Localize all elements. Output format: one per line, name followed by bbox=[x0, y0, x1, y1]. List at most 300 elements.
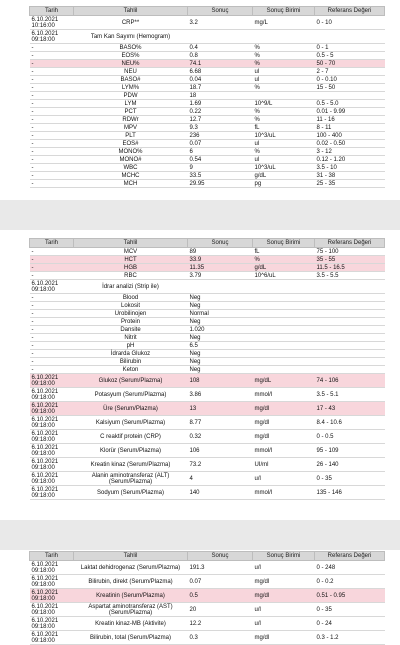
cell-date: 6.10.2021 09:18:00 bbox=[30, 603, 74, 617]
table-row bbox=[30, 116, 385, 124]
cell-reference: 0 - 0.10 bbox=[315, 76, 385, 84]
cell-test: Potasyum (Serum/Plazma) bbox=[74, 388, 188, 402]
cell-date: - bbox=[30, 124, 74, 132]
cell-reference: 0 - 35 bbox=[315, 603, 385, 617]
cell-unit bbox=[253, 334, 315, 342]
cell-date: - bbox=[30, 68, 74, 76]
table-header bbox=[30, 239, 385, 248]
cell-date: - bbox=[30, 100, 74, 108]
cell-test: LYM% bbox=[74, 84, 188, 92]
cell-result: 29.95 bbox=[188, 180, 253, 188]
table-row bbox=[30, 60, 385, 68]
table-row bbox=[30, 342, 385, 350]
cell-test: LYM bbox=[74, 100, 188, 108]
cell-date: - bbox=[30, 156, 74, 164]
cell-date: - bbox=[30, 318, 74, 326]
cell-unit: % bbox=[253, 148, 315, 156]
table-row bbox=[30, 148, 385, 156]
page-gap bbox=[0, 200, 400, 230]
cell-date: 6.10.2021 09:18:00 bbox=[30, 388, 74, 402]
cell-unit: mg/dl bbox=[253, 589, 315, 603]
cell-test: RDWr bbox=[74, 116, 188, 124]
cell-result: 12.7 bbox=[188, 116, 253, 124]
cell-reference: 25 - 35 bbox=[315, 180, 385, 188]
report-page-3 bbox=[0, 550, 400, 644]
table-row bbox=[30, 310, 385, 318]
cell-reference: 3.5 - 10 bbox=[315, 164, 385, 172]
table-row bbox=[30, 350, 385, 358]
cell-test: Tam Kan Sayımı (Hemogram) bbox=[74, 30, 188, 44]
cell-result: 0.04 bbox=[188, 76, 253, 84]
table-row bbox=[30, 430, 385, 444]
cell-unit: % bbox=[253, 256, 315, 264]
cell-test: Bilirubin, direkt (Serum/Plazma) bbox=[74, 575, 188, 589]
cell-reference: 0 - 10 bbox=[315, 16, 385, 30]
results-table-3 bbox=[29, 551, 385, 645]
table-row bbox=[30, 374, 385, 388]
cell-reference: 0 - 0.2 bbox=[315, 575, 385, 589]
cell-test: EOS% bbox=[74, 52, 188, 60]
table-row bbox=[30, 334, 385, 342]
cell-result: 0.07 bbox=[188, 140, 253, 148]
cell-test: Kreatinin (Serum/Plazma) bbox=[74, 589, 188, 603]
cell-unit bbox=[253, 350, 315, 358]
cell-reference bbox=[315, 358, 385, 366]
cell-reference: 8 - 11 bbox=[315, 124, 385, 132]
cell-reference: 50 - 70 bbox=[315, 60, 385, 68]
cell-reference: 17 - 43 bbox=[315, 402, 385, 416]
cell-result: 9 bbox=[188, 164, 253, 172]
cell-date: 6.10.2021 09:18:00 bbox=[30, 416, 74, 430]
cell-result: 89 bbox=[188, 248, 253, 256]
cell-date: - bbox=[30, 116, 74, 124]
cell-reference: 11 - 16 bbox=[315, 116, 385, 124]
cell-test: RBC bbox=[74, 272, 188, 280]
table-row bbox=[30, 140, 385, 148]
table-row bbox=[30, 561, 385, 575]
cell-unit bbox=[253, 294, 315, 302]
cell-unit: mmol/l bbox=[253, 388, 315, 402]
cell-reference: 3 - 12 bbox=[315, 148, 385, 156]
col-test: Tahlil bbox=[74, 239, 188, 248]
cell-result: 108 bbox=[188, 374, 253, 388]
cell-reference: 74 - 106 bbox=[315, 374, 385, 388]
cell-date: - bbox=[30, 164, 74, 172]
cell-test: MCV bbox=[74, 248, 188, 256]
cell-test: Alanin aminotransferaz (ALT) (Serum/Plazma) bbox=[74, 472, 188, 486]
report-page-2 bbox=[0, 230, 400, 520]
cell-reference: 0 - 35 bbox=[315, 472, 385, 486]
table-row bbox=[30, 575, 385, 589]
col-date: Tarih bbox=[30, 7, 74, 16]
table-row bbox=[30, 388, 385, 402]
cell-reference: 8.4 - 10.6 bbox=[315, 416, 385, 430]
table-row bbox=[30, 589, 385, 603]
cell-date: - bbox=[30, 248, 74, 256]
cell-unit bbox=[253, 326, 315, 334]
cell-test: Kalsiyum (Serum/Plazma) bbox=[74, 416, 188, 430]
cell-unit: fL bbox=[253, 248, 315, 256]
table-header bbox=[30, 552, 385, 561]
cell-result: 0.5 bbox=[188, 589, 253, 603]
table-row bbox=[30, 486, 385, 500]
cell-test: MCHC bbox=[74, 172, 188, 180]
cell-test: Üre (Serum/Plazma) bbox=[74, 402, 188, 416]
cell-reference bbox=[315, 310, 385, 318]
cell-reference: 3.5 - 5.1 bbox=[315, 388, 385, 402]
cell-date: 6.10.2021 09:18:00 bbox=[30, 472, 74, 486]
table-row bbox=[30, 68, 385, 76]
cell-test: C reaktif protein (CRP) bbox=[74, 430, 188, 444]
cell-test: Bilirubin bbox=[74, 358, 188, 366]
table-row bbox=[30, 294, 385, 302]
cell-reference: 35 - 55 bbox=[315, 256, 385, 264]
table-row bbox=[30, 631, 385, 645]
cell-date: - bbox=[30, 264, 74, 272]
cell-result: 236 bbox=[188, 132, 253, 140]
cell-test: Kreatin kinaz (Serum/Plazma) bbox=[74, 458, 188, 472]
cell-unit bbox=[253, 280, 315, 294]
cell-result: 11.35 bbox=[188, 264, 253, 272]
cell-unit: % bbox=[253, 44, 315, 52]
cell-unit bbox=[253, 302, 315, 310]
cell-test: Laktat dehidrogenaz (Serum/Plazma) bbox=[74, 561, 188, 575]
cell-reference bbox=[315, 350, 385, 358]
cell-result: 74.1 bbox=[188, 60, 253, 68]
cell-unit: g/dL bbox=[253, 264, 315, 272]
table-row bbox=[30, 108, 385, 116]
col-test: Tahlil bbox=[74, 552, 188, 561]
cell-result: Neg bbox=[188, 358, 253, 366]
col-unit: Sonuç Birimi bbox=[253, 239, 315, 248]
cell-unit: u/l bbox=[253, 561, 315, 575]
cell-date: - bbox=[30, 140, 74, 148]
cell-unit: u/l bbox=[253, 603, 315, 617]
cell-result: 0.8 bbox=[188, 52, 253, 60]
cell-reference: 15 - 50 bbox=[315, 84, 385, 92]
cell-result: 3.86 bbox=[188, 388, 253, 402]
cell-date: - bbox=[30, 148, 74, 156]
cell-date: 6.10.2021 09:18:00 bbox=[30, 30, 74, 44]
cell-result: 1.69 bbox=[188, 100, 253, 108]
cell-test: MONO# bbox=[74, 156, 188, 164]
cell-unit: mg/dl bbox=[253, 402, 315, 416]
col-unit: Sonuç Birimi bbox=[253, 552, 315, 561]
cell-reference: 0 - 0.5 bbox=[315, 430, 385, 444]
table-row bbox=[30, 156, 385, 164]
cell-date: 6.10.2021 09:18:00 bbox=[30, 561, 74, 575]
cell-date: - bbox=[30, 256, 74, 264]
cell-test: HGB bbox=[74, 264, 188, 272]
cell-date: - bbox=[30, 302, 74, 310]
cell-unit bbox=[253, 92, 315, 100]
cell-test: MONO% bbox=[74, 148, 188, 156]
cell-date: 6.10.2021 09:18:00 bbox=[30, 617, 74, 631]
cell-reference bbox=[315, 318, 385, 326]
cell-date: - bbox=[30, 294, 74, 302]
col-date: Tarih bbox=[30, 552, 74, 561]
cell-date: - bbox=[30, 44, 74, 52]
cell-reference: 0 - 248 bbox=[315, 561, 385, 575]
table-row bbox=[30, 30, 385, 44]
cell-test: Keton bbox=[74, 366, 188, 374]
cell-unit bbox=[253, 342, 315, 350]
table-row bbox=[30, 132, 385, 140]
cell-reference: 95 - 109 bbox=[315, 444, 385, 458]
cell-date: 6.10.2021 09:18:00 bbox=[30, 631, 74, 645]
cell-unit: u/l bbox=[253, 472, 315, 486]
cell-unit: ul bbox=[253, 76, 315, 84]
cell-unit: mg/dl bbox=[253, 631, 315, 645]
cell-date: 6.10.2021 09:18:00 bbox=[30, 458, 74, 472]
cell-result: Neg bbox=[188, 366, 253, 374]
cell-date: - bbox=[30, 92, 74, 100]
table-header bbox=[30, 7, 385, 16]
cell-result: 3.79 bbox=[188, 272, 253, 280]
cell-unit: g/dL bbox=[253, 172, 315, 180]
cell-reference: 0.5 - 5.0 bbox=[315, 100, 385, 108]
cell-test: HCT bbox=[74, 256, 188, 264]
cell-reference bbox=[315, 294, 385, 302]
cell-reference: 0 - 24 bbox=[315, 617, 385, 631]
cell-reference bbox=[315, 366, 385, 374]
cell-unit: mg/dl bbox=[253, 430, 315, 444]
table-row bbox=[30, 272, 385, 280]
col-reference: Referans Değeri bbox=[315, 239, 385, 248]
cell-unit: ul bbox=[253, 68, 315, 76]
cell-reference: 0.3 - 1.2 bbox=[315, 631, 385, 645]
cell-test: Klorür (Serum/Plazma) bbox=[74, 444, 188, 458]
cell-unit: % bbox=[253, 60, 315, 68]
cell-reference: 0.12 - 1.20 bbox=[315, 156, 385, 164]
cell-date: 6.10.2021 09:18:00 bbox=[30, 575, 74, 589]
table-row bbox=[30, 444, 385, 458]
cell-unit: ul bbox=[253, 140, 315, 148]
table-row bbox=[30, 256, 385, 264]
cell-test: Sodyum (Serum/Plazma) bbox=[74, 486, 188, 500]
col-result: Sonuç bbox=[188, 7, 253, 16]
cell-reference: 0.01 - 9.99 bbox=[315, 108, 385, 116]
table-row bbox=[30, 366, 385, 374]
cell-date: 6.10.2021 09:18:00 bbox=[30, 374, 74, 388]
table-row bbox=[30, 458, 385, 472]
cell-unit bbox=[253, 366, 315, 374]
col-result: Sonuç bbox=[188, 552, 253, 561]
cell-reference: 0.5 - 5 bbox=[315, 52, 385, 60]
cell-date: - bbox=[30, 342, 74, 350]
cell-result: 4 bbox=[188, 472, 253, 486]
col-test: Tahlil bbox=[74, 7, 188, 16]
cell-result: 8.77 bbox=[188, 416, 253, 430]
table-row bbox=[30, 358, 385, 366]
cell-result: 0.3 bbox=[188, 631, 253, 645]
table-row bbox=[30, 603, 385, 617]
cell-test: Bilirubin, total (Serum/Plazma) bbox=[74, 631, 188, 645]
cell-date: - bbox=[30, 76, 74, 84]
cell-date: - bbox=[30, 358, 74, 366]
cell-date: 6.10.2021 09:18:00 bbox=[30, 430, 74, 444]
table-row bbox=[30, 100, 385, 108]
cell-test: MPV bbox=[74, 124, 188, 132]
cell-test: PCT bbox=[74, 108, 188, 116]
cell-result: Neg bbox=[188, 334, 253, 342]
table-row bbox=[30, 248, 385, 256]
cell-reference: 11.5 - 16.5 bbox=[315, 264, 385, 272]
cell-date: - bbox=[30, 172, 74, 180]
cell-test: Lokosit bbox=[74, 302, 188, 310]
cell-result: 106 bbox=[188, 444, 253, 458]
table-row bbox=[30, 326, 385, 334]
cell-unit: % bbox=[253, 52, 315, 60]
cell-date: - bbox=[30, 326, 74, 334]
cell-test: Urobilinojen bbox=[74, 310, 188, 318]
cell-test: PLT bbox=[74, 132, 188, 140]
cell-result: 18 bbox=[188, 92, 253, 100]
cell-date: 6.10.2021 10:16:00 bbox=[30, 16, 74, 30]
table-row bbox=[30, 617, 385, 631]
cell-reference bbox=[315, 334, 385, 342]
cell-reference bbox=[315, 342, 385, 350]
cell-test: Nitrit bbox=[74, 334, 188, 342]
table-row bbox=[30, 52, 385, 60]
cell-test: Protein bbox=[74, 318, 188, 326]
cell-unit: UI/ml bbox=[253, 458, 315, 472]
cell-result: Neg bbox=[188, 294, 253, 302]
cell-test: WBC bbox=[74, 164, 188, 172]
cell-date: 6.10.2021 09:18:00 bbox=[30, 486, 74, 500]
cell-reference: 135 - 146 bbox=[315, 486, 385, 500]
cell-test: MCH bbox=[74, 180, 188, 188]
table-row bbox=[30, 472, 385, 486]
cell-test: CRP** bbox=[74, 16, 188, 30]
table-row bbox=[30, 318, 385, 326]
cell-unit: 10^6/uL bbox=[253, 272, 315, 280]
cell-result: 0.32 bbox=[188, 430, 253, 444]
cell-result: 33.5 bbox=[188, 172, 253, 180]
cell-test: BASO% bbox=[74, 44, 188, 52]
cell-result bbox=[188, 280, 253, 294]
cell-date: 6.10.2021 09:18:00 bbox=[30, 589, 74, 603]
cell-unit: mg/L bbox=[253, 16, 315, 30]
cell-result: 18.7 bbox=[188, 84, 253, 92]
cell-reference: 75 - 100 bbox=[315, 248, 385, 256]
cell-reference bbox=[315, 280, 385, 294]
cell-unit bbox=[253, 310, 315, 318]
cell-date: - bbox=[30, 52, 74, 60]
cell-test: NEU% bbox=[74, 60, 188, 68]
table-row bbox=[30, 416, 385, 430]
cell-result: 33.9 bbox=[188, 256, 253, 264]
cell-unit: mg/dL bbox=[253, 374, 315, 388]
cell-unit: 10^3/uL bbox=[253, 132, 315, 140]
cell-date: - bbox=[30, 272, 74, 280]
cell-test: Dansite bbox=[74, 326, 188, 334]
cell-unit: pg bbox=[253, 180, 315, 188]
cell-result: 9.3 bbox=[188, 124, 253, 132]
cell-result: Normal bbox=[188, 310, 253, 318]
cell-test: İdrar analizi (Strip ile) bbox=[74, 280, 188, 294]
cell-result: Neg bbox=[188, 302, 253, 310]
cell-unit: % bbox=[253, 108, 315, 116]
table-row bbox=[30, 164, 385, 172]
page-gap bbox=[0, 520, 400, 550]
cell-unit: u/l bbox=[253, 617, 315, 631]
cell-reference bbox=[315, 302, 385, 310]
table-row bbox=[30, 84, 385, 92]
cell-reference: 0.51 - 0.95 bbox=[315, 589, 385, 603]
col-result: Sonuç bbox=[188, 239, 253, 248]
cell-date: - bbox=[30, 350, 74, 358]
cell-unit bbox=[253, 318, 315, 326]
cell-reference: 31 - 38 bbox=[315, 172, 385, 180]
cell-reference: 26 - 140 bbox=[315, 458, 385, 472]
cell-test: Kreatin kinaz-MB (Aktivite) bbox=[74, 617, 188, 631]
cell-result: 20 bbox=[188, 603, 253, 617]
cell-date: - bbox=[30, 60, 74, 68]
cell-result: 0.4 bbox=[188, 44, 253, 52]
cell-date: - bbox=[30, 108, 74, 116]
cell-reference: 0.02 - 0.50 bbox=[315, 140, 385, 148]
results-table-1 bbox=[29, 6, 385, 188]
cell-test: NEU bbox=[74, 68, 188, 76]
report-page-1 bbox=[0, 0, 400, 200]
table-row bbox=[30, 180, 385, 188]
cell-test: PDW bbox=[74, 92, 188, 100]
table-row bbox=[30, 264, 385, 272]
col-date: Tarih bbox=[30, 239, 74, 248]
cell-test: Aspartat aminotransferaz (AST) (Serum/Plazma) bbox=[74, 603, 188, 617]
cell-result: 13 bbox=[188, 402, 253, 416]
cell-unit bbox=[253, 30, 315, 44]
cell-reference: 100 - 400 bbox=[315, 132, 385, 140]
table-row bbox=[30, 302, 385, 310]
cell-date: - bbox=[30, 84, 74, 92]
cell-reference bbox=[315, 92, 385, 100]
cell-result: 6.5 bbox=[188, 342, 253, 350]
col-unit: Sonuç Birimi bbox=[253, 7, 315, 16]
cell-result: 0.54 bbox=[188, 156, 253, 164]
results-table-2 bbox=[29, 238, 385, 500]
cell-test: Glukoz (Serum/Plazma) bbox=[74, 374, 188, 388]
cell-result: 12.2 bbox=[188, 617, 253, 631]
cell-result: 73.2 bbox=[188, 458, 253, 472]
cell-unit: mg/dl bbox=[253, 416, 315, 430]
cell-result: 6.68 bbox=[188, 68, 253, 76]
cell-date: - bbox=[30, 366, 74, 374]
cell-unit: ul bbox=[253, 156, 315, 164]
col-reference: Referans Değeri bbox=[315, 552, 385, 561]
cell-reference: 0 - 1 bbox=[315, 44, 385, 52]
cell-result: Neg bbox=[188, 350, 253, 358]
cell-date: - bbox=[30, 310, 74, 318]
table-row bbox=[30, 280, 385, 294]
cell-test: pH bbox=[74, 342, 188, 350]
cell-result: 3.2 bbox=[188, 16, 253, 30]
cell-reference: 3.5 - 5.5 bbox=[315, 272, 385, 280]
cell-result: 191.3 bbox=[188, 561, 253, 575]
table-row bbox=[30, 44, 385, 52]
cell-unit: mmol/l bbox=[253, 444, 315, 458]
cell-test: BASO# bbox=[74, 76, 188, 84]
cell-reference bbox=[315, 30, 385, 44]
cell-date: - bbox=[30, 334, 74, 342]
table-row bbox=[30, 402, 385, 416]
cell-result: 0.22 bbox=[188, 108, 253, 116]
cell-unit: 10^3/uL bbox=[253, 164, 315, 172]
table-row bbox=[30, 16, 385, 30]
cell-result: 0.07 bbox=[188, 575, 253, 589]
cell-unit: mmol/l bbox=[253, 486, 315, 500]
